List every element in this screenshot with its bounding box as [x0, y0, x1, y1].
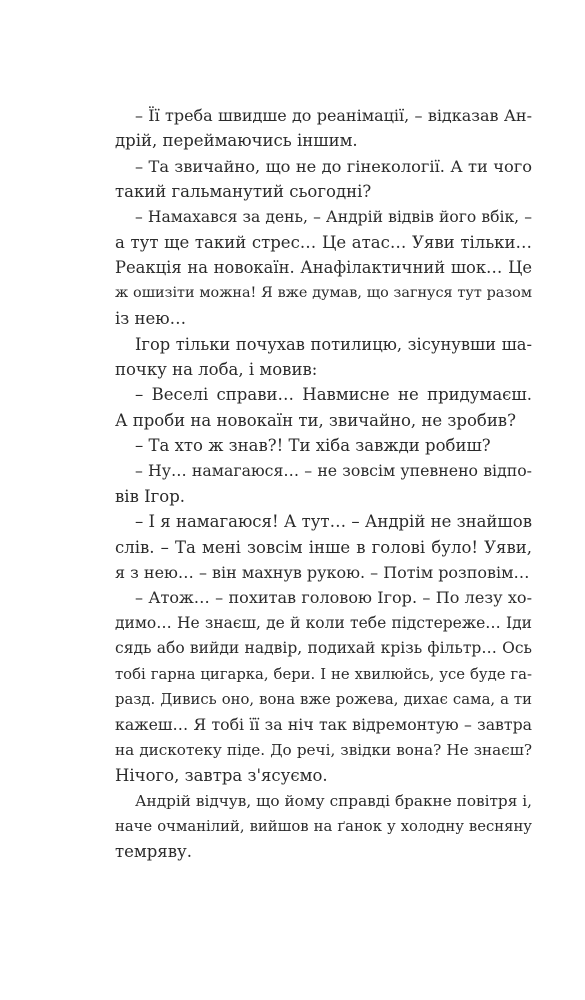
text-line: на дискотеку піде. До речі, звідки вона? Не знаєш?	[115, 740, 532, 759]
text-line: Ігор тільки почухав потилицю, зісунувши ша-	[135, 334, 532, 354]
text-line: Андрій відчув, що йому справді бракне повітря і,	[135, 791, 532, 810]
text-line: темряву.	[115, 842, 192, 862]
text-line: – Атож… – похитав головою Ігор. – По лезу хо-	[135, 588, 532, 608]
text-line: наче очманілий, вийшов на ґанок у холодну весняну	[115, 817, 532, 835]
text-line: кажеш… Я тобі її за ніч так відремонтую – завтра	[115, 715, 532, 735]
text-line: А проби на новокаїн ти, звичайно, не зробив?	[115, 410, 516, 430]
text-line: слів. – Та мені зовсім інше в голові було! Уяви,	[115, 537, 532, 557]
text-line: – Та хто ж знав?! Ти хіба завжди робиш?	[135, 436, 491, 456]
text-line: – Її треба швидше до реанімації, – відказав Ан-	[135, 106, 532, 125]
text-line: – Ну… намагаюся… – не зовсім упевнено відпо-	[135, 461, 532, 481]
text-line: – Та звичайно, що не до гінекології. А ти чого	[135, 156, 532, 176]
text-line: із нею…	[115, 309, 187, 329]
body-text	[115, 103, 532, 865]
text-line: разд. Дивись оно, вона вже рожева, дихає сама, а ти	[115, 690, 532, 708]
text-line: – Намахався за день, – Андрій відвів його вбік, –	[135, 207, 532, 226]
text-line: Нічого, завтра з'ясуємо.	[115, 766, 328, 786]
text-line: вів Ігор.	[115, 486, 186, 506]
text-line: Реакція на новокаїн. Анафілактичний шок… Це	[115, 258, 532, 278]
text-line: – І я намагаюся! А тут… – Андрій не знайшов	[135, 512, 532, 532]
text-line: дрій, переймаючись іншим.	[115, 131, 358, 151]
text-line: такий гальманутий сьогодні?	[115, 182, 372, 202]
text-line: почку на лоба, і мовив:	[115, 359, 318, 379]
text-line: ж ошизіти можна! Я вже думав, що загнуся тут разом	[115, 284, 532, 301]
text-line: а тут ще такий стрес… Це атас… Уяви тільки…	[115, 232, 532, 252]
text-line: димо… Не знаєш, де й коли тебе підстереже… Іди	[115, 613, 532, 632]
text-line: тобі гарна цигарка, бери. І не хвилюйсь, усе буде га-	[115, 665, 532, 683]
text-line: я з нею… – він махнув рукою. – Потім розповім…	[115, 563, 530, 583]
text-line: сядь або вийди надвір, подихай крізь фільтр… Ось	[115, 639, 532, 658]
text-line: – Веселі справи… Навмисне не придумаєш.	[135, 385, 532, 405]
